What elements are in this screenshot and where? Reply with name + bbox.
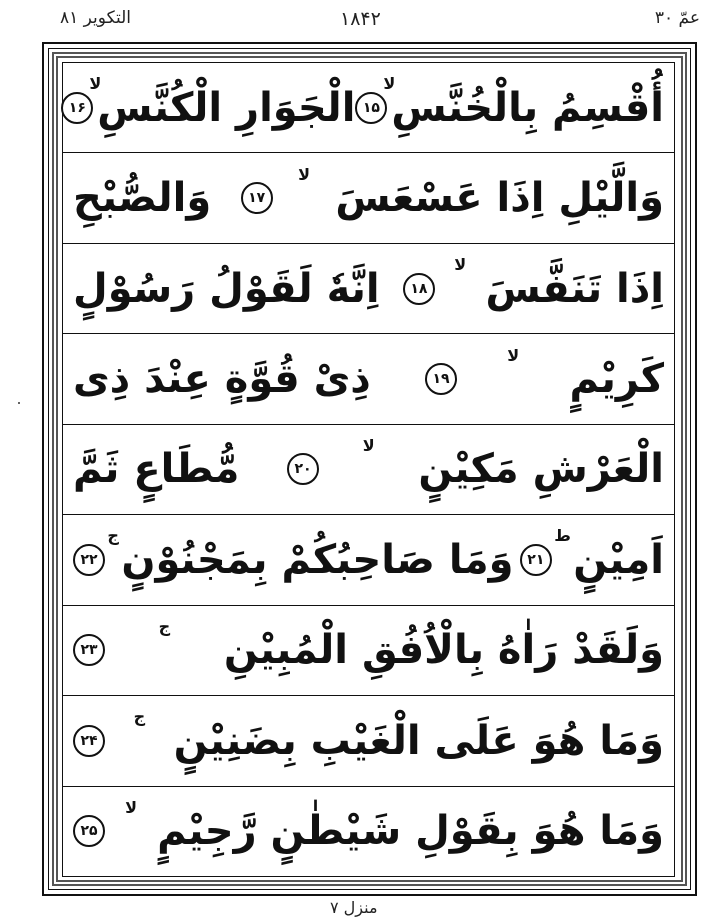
waqf-sign: ط	[554, 526, 571, 546]
verse-text: وَمَا هُوَ عَلَى الْغَيْبِ بِضَنِيْنٍ	[173, 717, 664, 764]
juz-header-label: عمّ ۳۰	[654, 8, 700, 28]
verse-text: كَرِيْمٍ	[569, 356, 664, 403]
ayah-marker: ۲۰	[287, 453, 319, 485]
ayah-marker: ۲۴	[73, 725, 105, 757]
waqf-sign: لا	[383, 74, 396, 94]
waqf-sign: لا	[507, 345, 520, 365]
verse-text: وَالَّيْلِ اِذَا عَسْعَسَ	[335, 175, 664, 222]
waqf-sign: ج	[158, 616, 171, 636]
verse-text: الْجَوَارِ الْكُنَّسِ	[97, 84, 356, 131]
ayah-marker: ۲۵	[73, 815, 105, 847]
verse-line-7	[63, 606, 674, 696]
verse-line-1	[63, 63, 674, 153]
verse-text: وَالصُّبْحِ	[73, 175, 212, 222]
waqf-sign: ج	[133, 707, 146, 727]
verse-text: اَمِيْنٍ	[573, 536, 664, 583]
ayah-marker: ۱۹	[425, 363, 457, 395]
verse-text: ذِىْ قُوَّةٍ عِنْدَ ذِى	[73, 356, 371, 403]
verse-text: أُقْسِمُ بِالْخُنَّسِ	[391, 84, 664, 131]
ayah-marker: ۱۵	[355, 92, 387, 124]
ayah-marker: ۱۶	[61, 92, 93, 124]
waqf-sign: لا	[362, 435, 375, 455]
verse-line-9	[63, 787, 674, 876]
ayah-marker: ۱۷	[241, 182, 273, 214]
verses-block	[62, 62, 675, 877]
verse-text: اِذَا تَنَفَّسَ	[485, 265, 664, 312]
verse-line-3	[63, 244, 674, 334]
verse-text: وَمَا هُوَ بِقَوْلِ شَيْطٰنٍ رَّجِيْمٍ	[157, 808, 664, 855]
verse-line-8	[63, 696, 674, 786]
verse-text: وَمَا صَاحِبُكُمْ بِمَجْنُوْنٍ	[121, 536, 514, 583]
verse-text: اِنَّهٗ لَقَوْلُ رَسُوْلٍ	[73, 265, 380, 312]
verse-text: الْعَرْشِ مَكِيْنٍ	[418, 446, 664, 493]
waqf-sign: لا	[454, 255, 467, 275]
waqf-sign: لا	[298, 164, 310, 184]
verse-text: وَلَقَدْ رَاٰهُ بِالْاُفُقِ الْمُبِيْنِ	[223, 627, 664, 674]
waqf-sign: لا	[125, 797, 137, 817]
verse-line-4	[63, 334, 674, 424]
waqf-sign: ج	[107, 526, 119, 546]
verse-line-2	[63, 153, 674, 243]
verse-line-5	[63, 425, 674, 515]
waqf-sign: لا	[89, 74, 102, 94]
ayah-marker: ۱۸	[403, 273, 435, 305]
manzil-footer: منزل ۷	[330, 898, 378, 917]
ayah-marker: ۲۱	[520, 544, 552, 576]
surah-header-label: التکویر ۸۱	[60, 8, 131, 28]
verse-line-6	[63, 515, 674, 605]
ayah-marker: ۲۳	[73, 634, 105, 666]
verse-text: مُّطَاعٍ ثَمَّ	[73, 446, 240, 493]
page-number: ۱۸۴۲	[340, 8, 381, 30]
ayah-marker: ۲۲	[73, 544, 105, 576]
scan-speck	[18, 402, 20, 404]
